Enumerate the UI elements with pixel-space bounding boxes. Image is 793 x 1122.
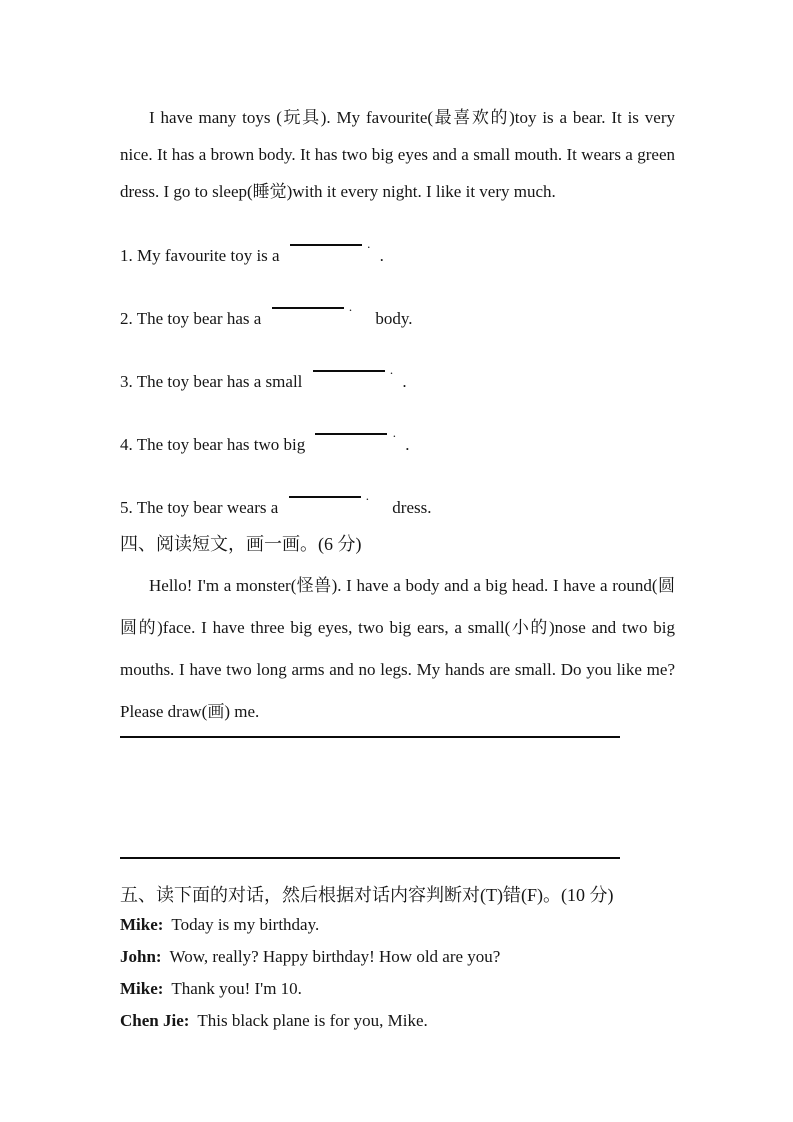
speaker-name: John: [120, 947, 162, 966]
dialogue-block [120, 909, 675, 1037]
dialogue-text: Thank you! I'm 10. [171, 979, 302, 998]
dialogue-line-1 [120, 909, 675, 941]
speaker-name: Mike: [120, 915, 164, 934]
question-suffix: dress. [392, 498, 432, 517]
question-prefix: 2. The toy bear has a [120, 309, 262, 328]
fill-in-questions [120, 236, 675, 522]
question-prefix: 5. The toy bear wears a [120, 498, 279, 517]
question-suffix: . [379, 246, 384, 265]
fill-in-question-1 [120, 236, 675, 270]
blank-tick: . [392, 425, 396, 440]
question-suffix: . [402, 372, 407, 391]
dialogue-text: This black plane is for you, Mike. [197, 1011, 428, 1030]
dialogue-text: Wow, really? Happy birthday! How old are you? [169, 947, 501, 966]
question-prefix: 3. The toy bear has a small [120, 372, 303, 391]
speaker-name: Chen Jie: [120, 1011, 190, 1030]
question-prefix: 1. My favourite toy is a [120, 246, 280, 265]
fill-in-question-3 [120, 362, 675, 396]
answer-blank[interactable] [315, 433, 387, 435]
drawing-line-bottom [120, 857, 620, 859]
answer-blank[interactable] [272, 307, 344, 309]
drawing-area[interactable] [120, 736, 675, 859]
fill-in-question-5 [120, 488, 675, 522]
blank-tick: . [348, 299, 353, 314]
answer-blank[interactable] [313, 370, 385, 372]
dialogue-line-4 [120, 1005, 675, 1037]
question-suffix: body. [375, 309, 413, 328]
blank-tick: . [389, 362, 394, 377]
dialogue-line-2 [120, 941, 675, 973]
toys-passage: I have many toys (玩具). My favourite(最喜欢的)toy is a bear. It is very nice. It has a brown body. It has two big eyes and a small mouth. It wears a green dress. I go to sleep(睡觉)with it every night. I like it very much. [120, 108, 675, 201]
answer-blank[interactable] [290, 244, 362, 246]
monster-passage: Hello! I'm a monster(怪兽). I have a body and a big head. I have a round(圆圆的)face. I have three big eyes, two big ears, a small(小的)nose and two big mouths. I have two long arms and no legs. My hands are small. Do you like me? Please draw(画) me. [120, 576, 675, 721]
fill-in-question-2 [120, 299, 675, 333]
answer-blank[interactable] [289, 496, 361, 498]
section-four-heading: 四、阅读短文，画一画。(6 分) [120, 534, 362, 554]
dialogue-text: Today is my birthday. [171, 915, 320, 934]
drawing-line-top [120, 736, 620, 738]
section-five-heading: 五、读下面的对话，然后根据对话内容判断对(T)错(F)。(10 分) [120, 885, 614, 905]
dialogue-line-3 [120, 973, 675, 1005]
blank-tick: . [365, 488, 370, 503]
blank-tick: . [367, 236, 371, 251]
speaker-name: Mike: [120, 979, 164, 998]
fill-in-question-4 [120, 425, 675, 459]
question-suffix: . [405, 435, 410, 454]
question-prefix: 4. The toy bear has two big [120, 435, 306, 454]
